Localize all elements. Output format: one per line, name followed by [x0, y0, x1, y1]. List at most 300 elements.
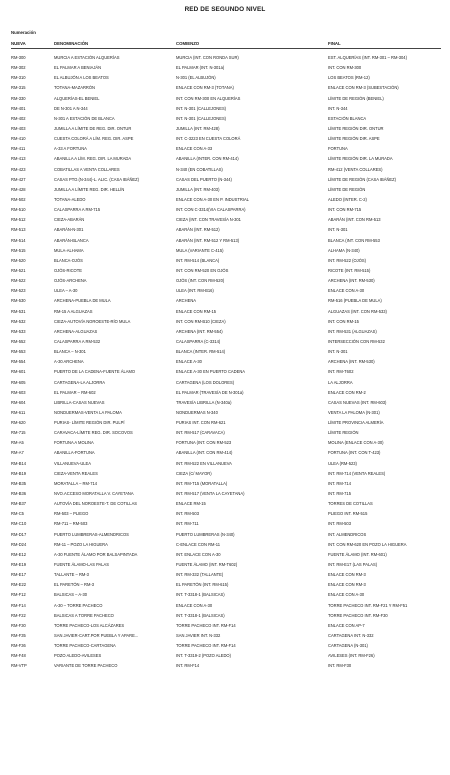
table-row	[11, 613, 441, 623]
table-row	[11, 592, 441, 602]
cell-nueva: RM-402	[11, 115, 26, 121]
cell-nueva: RM-514	[11, 237, 26, 243]
cell-final: LÍMITE PROVINCIA ALMERÍA	[328, 420, 384, 426]
cell-denominacion: LIBRILLA-CASAS NUEVAS	[54, 399, 105, 405]
cell-nueva: RM-300	[11, 55, 26, 60]
header-comienzo: COMIENZO	[176, 41, 200, 46]
cell-denominacion: JUMILLA A LÍMITE DE REG. DIR. ONTUR	[54, 125, 132, 131]
cell-denominacion: RM-11 – POZO LA HIGUERA	[54, 541, 108, 547]
cell-final: LÍMITE DE REGIÓN (BENIEL)	[328, 95, 384, 101]
cell-final: LA ALJORRA	[328, 379, 353, 385]
cell-comienzo: INT. RM-F14	[176, 663, 200, 669]
cell-comienzo: CARTAGENA (LOS DOLORES)	[176, 379, 235, 385]
cell-nueva: RM-F35	[11, 633, 26, 639]
cell-comienzo: INT. T-3318-1 (BALSICAS)	[176, 612, 225, 618]
cell-comienzo: ENLACE CON RM-3 (TOTANA)	[176, 85, 234, 91]
cell-comienzo: JUMILLA (INT. RM-403)	[176, 186, 220, 192]
table-row	[11, 430, 441, 440]
cell-nueva: RM-330	[11, 95, 26, 101]
cell-denominacion: JUMILLA A LÍMITE REG. DIR. HELLÍN	[54, 186, 125, 192]
cell-denominacion: NVO.ACCESO MORATALLA V. CAYETANA	[54, 491, 134, 497]
cell-final: LÍMITE DE REGIÓN (CASA IBÁÑEZ)	[328, 176, 397, 182]
cell-final: ENLACE CON A-30	[328, 288, 365, 294]
cell-denominacion: ABANILLA A LÍM. REG. DIR. LA MURADA	[54, 156, 132, 162]
cell-final: INT. RM-F30	[328, 663, 352, 669]
table-row	[11, 501, 441, 511]
cell-final: INT. RM-714 (VENTA REALES)	[328, 470, 386, 476]
table-row	[11, 146, 441, 156]
cell-final: RICOTE (INT. RM-515)	[328, 267, 371, 273]
table-row	[11, 136, 441, 146]
cell-final: RM-412 (VENTA COLLARES)	[328, 166, 383, 172]
cell-final: FORTUNA (INT. CON T-423)	[328, 450, 381, 456]
table-header	[11, 41, 441, 47]
cell-comienzo: C-ENLACE CON RM-11	[176, 541, 221, 547]
cell-comienzo: ABARÁN (INT. RM-512 Y RM-513)	[176, 237, 240, 243]
cell-final: ENLACE CON RM-3 (SUBESTACIÓN)	[328, 85, 399, 91]
cell-comienzo: OJÓS (INT. CON RM-520)	[176, 278, 225, 284]
cell-comienzo: INT. RM-517 (VENTA LA CAYETANA)	[176, 491, 245, 497]
cell-denominacion: ABANILLA-FORTUNA	[54, 450, 95, 456]
cell-comienzo: CALASPARRA (C-3314)	[176, 338, 221, 344]
cell-comienzo: FORTUNA (INT. CON RM-523	[176, 440, 232, 446]
cell-nueva: RM-532	[11, 318, 26, 324]
table-row	[11, 167, 441, 177]
table-row	[11, 96, 441, 106]
table-body	[11, 55, 441, 674]
table-row	[11, 420, 441, 430]
table-row	[11, 329, 441, 339]
cell-nueva: RM-427	[11, 176, 26, 182]
cell-final: CARTAGENA (N-301)	[328, 643, 368, 649]
cell-final: TORRE PACHECO INT. RM-F21 Y RM-F51	[328, 602, 408, 608]
cell-nueva: RM-403	[11, 125, 26, 131]
cell-denominacion: RM-15 A ALGUAZAS	[54, 308, 93, 314]
table-row	[11, 410, 441, 420]
cell-denominacion: TALLANTE – RM-3	[54, 572, 89, 578]
cell-nueva: RM-315	[11, 85, 26, 91]
cell-final: PLIEGO INT. RM-515	[328, 511, 368, 517]
cell-denominacion: BLANCA – N-301	[54, 349, 86, 355]
cell-final: INT. RM-E17 (LAS PALAS)	[328, 562, 378, 568]
cell-comienzo: ABANILLA (INT. CON RM-414)	[176, 450, 233, 456]
cell-denominacion: CARTAGENA-LA ALJORRA	[54, 379, 106, 385]
cell-nueva: RM-F14	[11, 602, 26, 608]
cell-comienzo: ENLACE CON A-33	[176, 146, 213, 152]
cell-final: ALHAMA (N-340)	[328, 247, 360, 253]
cell-denominacion: COBATILLAS A VENTA COLLARES	[54, 166, 120, 172]
cell-denominacion: TOTANA-MAZARRÓN	[54, 85, 96, 91]
cell-final: ULEA (RM-523)	[328, 460, 357, 466]
table-row	[11, 288, 441, 298]
cell-nueva: RM-520	[11, 257, 26, 263]
table-row	[11, 603, 441, 613]
cell-final: INT. RM-715	[328, 491, 351, 497]
table-row	[11, 319, 441, 329]
cell-comienzo: TORRE PACHECO INT. RM-F14	[176, 622, 236, 628]
table-row	[11, 572, 441, 582]
table-row	[11, 106, 441, 116]
cell-comienzo: INT. RM-503	[176, 511, 199, 517]
cell-nueva: RM-515	[11, 247, 26, 253]
cell-nueva: RM-604	[11, 399, 26, 405]
cell-nueva: RM-D24	[11, 541, 27, 547]
cell-nueva: RM-302	[11, 65, 26, 71]
cell-nueva: RM-E22	[11, 582, 27, 588]
cell-comienzo: ARCHENA	[176, 298, 197, 304]
cell-denominacion: EL PARETÓN – RM-3	[54, 582, 95, 588]
cell-comienzo: EL PALMAR (INT. N-301a)	[176, 65, 225, 71]
cell-comienzo: N-301 (EL ALBUJÓN)	[176, 75, 216, 81]
cell-comienzo: INT. CON RM-B10 (CIEZA)	[176, 318, 226, 324]
cell-nueva: RM-C10	[11, 521, 27, 527]
table-row	[11, 248, 441, 258]
table-row	[11, 339, 441, 349]
table-row	[11, 562, 441, 572]
cell-denominacion: MURCIA A ESTACIÓN ALQUERÍAS	[54, 55, 120, 60]
cell-final: BLANCA (INT. CON RM-553	[328, 237, 380, 243]
cell-denominacion: EL PALMAR – RM-602	[54, 389, 96, 395]
cell-denominacion: A-30 FUENTE ÁLAMO POR BALSAPINTADA	[54, 551, 138, 557]
cell-final: INT. RM-531 (ALGUAZAS)	[328, 328, 377, 334]
table-row	[11, 582, 441, 592]
table-row	[11, 633, 441, 643]
cell-comienzo: INT. CON RM-300 EN ALQUERÍAS	[176, 95, 241, 101]
cell-nueva: RM-512	[11, 217, 26, 223]
cell-denominacion: AUTOVÍA DEL NOROESTE-T. DE COTILLAS	[54, 501, 138, 507]
cell-final: ENLACE CON AP-7	[328, 622, 365, 628]
cell-nueva: RM-423	[11, 166, 26, 172]
cell-comienzo: MULA (VARIANTE C-415)	[176, 247, 224, 253]
cell-denominacion: TORRE PACHECO-CARTAGENA	[54, 643, 116, 649]
cell-denominacion: FUENTE ÁLAMO-LAS PALAS	[54, 562, 109, 568]
cell-denominacion: EL ALBUJÓN A LOS BEATOS	[54, 75, 109, 81]
table-row	[11, 227, 441, 237]
cell-denominacion: OJÓS-ARCHENA	[54, 278, 87, 284]
page-title: RED DE SEGUNDO NIVEL	[184, 6, 266, 13]
cell-denominacion: PUERTO LUMBRERAS-ALMENDRICOS	[54, 531, 129, 537]
cell-denominacion: TORRE PACHECO-LOS ALCÁZARES	[54, 622, 125, 628]
cell-nueva: RM-E12	[11, 551, 27, 557]
cell-nueva: RM-601	[11, 369, 26, 375]
cell-final: ENLACE CON A-30	[328, 592, 365, 598]
table-row	[11, 278, 441, 288]
cell-comienzo: BLANCA (INTER. RM-514)	[176, 349, 226, 355]
cell-nueva: RM-411	[11, 146, 26, 152]
section-label: Numeración	[11, 30, 36, 35]
cell-denominacion: ALQUERÍAS-EL BENIEL	[54, 95, 100, 101]
cell-nueva: RM-F48	[11, 653, 26, 659]
cell-nueva: RM-428	[11, 186, 26, 192]
cell-comienzo: INT. RM-332 (TALLANTE)	[176, 572, 224, 578]
table-row	[11, 481, 441, 491]
cell-denominacion: SAN JAVIER-CART.POR PUEBLA Y APARE...	[54, 633, 139, 639]
cell-nueva: RM-F36	[11, 643, 26, 649]
cell-comienzo: INT. N-301 (CALLEJONES)	[176, 105, 227, 111]
header-denominacion: DENOMINACIÓN	[54, 41, 89, 46]
table-row	[11, 258, 441, 268]
table-row	[11, 207, 441, 217]
table-row	[11, 491, 441, 501]
cell-nueva: RM-F30	[11, 622, 26, 628]
cell-final: ESTACIÓN BLANCA	[328, 115, 367, 121]
cell-final: TORRES DE COTILLAS	[328, 501, 373, 507]
cell-final: ALGUAZAS (INT. CON RM-533)	[328, 308, 387, 314]
cell-denominacion: CALASPARRA A RM-532	[54, 338, 101, 344]
cell-nueva: RM-410	[11, 136, 26, 142]
cell-comienzo: ULEA (INT. RM-B16)	[176, 288, 214, 294]
cell-nueva: RM-A7	[11, 450, 24, 456]
cell-comienzo: ABARÁN (INT. RM-512)	[176, 227, 220, 233]
table-row	[11, 55, 441, 65]
cell-comienzo: CASAS DEL PUERTO (N-344)	[176, 176, 232, 182]
cell-denominacion: ULEA – A-30	[54, 288, 78, 294]
cell-comienzo: TORRE PACHECO INT. RM-F14	[176, 643, 236, 649]
cell-final: LÍMITE REGIÓN	[328, 430, 359, 436]
cell-nueva: RM-533	[11, 328, 26, 334]
table-row	[11, 532, 441, 542]
cell-final: INT. CON RM-620 EN POZO LA HIGUERA	[328, 541, 407, 547]
cell-comienzo: TRAVESÍA LIBRILLA (N-340a)	[176, 399, 232, 405]
cell-nueva: RM-502	[11, 196, 26, 202]
cell-final: INTERSECCIÓN CON RM-532	[328, 338, 385, 344]
cell-nueva: RM-611	[11, 409, 26, 415]
table-row	[11, 521, 441, 531]
cell-comienzo: INT. CON C-3314(VIA CALASPARRA)	[176, 207, 246, 213]
cell-nueva: RM-B35	[11, 480, 27, 486]
cell-denominacion: POZO ALEDO-AVILESES	[54, 653, 102, 659]
table-row	[11, 126, 441, 136]
cell-denominacion: MORATALLA – RM-714	[54, 480, 98, 486]
cell-denominacion: CALASPARRA A RM-715	[54, 207, 101, 213]
table-row	[11, 177, 441, 187]
cell-nueva: RM-531	[11, 308, 26, 314]
table-row	[11, 400, 441, 410]
cell-denominacion: TOTANA-ALEDO	[54, 196, 86, 202]
cell-denominacion: ARCHENA-PUEBLA DE MULA	[54, 298, 111, 304]
cell-final: ARCHENA (INT. RM-530)	[328, 278, 375, 284]
cell-final: ALEDO (INTER. C-2)	[328, 196, 367, 202]
cell-comienzo: ABANILLA (INTER. CON RM-414)	[176, 156, 239, 162]
cell-final: LÍMITE DE REGIÓN	[328, 186, 366, 192]
table-row	[11, 390, 441, 400]
table-row	[11, 187, 441, 197]
cell-denominacion: ARCHENA-ALGUAZAS	[54, 328, 98, 334]
cell-nueva: RM-620	[11, 420, 26, 426]
cell-final: ABARÁN (INT. CON RM-513	[328, 217, 381, 223]
cell-comienzo: INT. T-3318-1 (BALSICAS)	[176, 592, 225, 598]
cell-nueva: RM-E17	[11, 572, 27, 578]
cell-denominacion: N-301 A ESTACIÓN DE BLANCA	[54, 115, 115, 121]
cell-nueva: RM-553	[11, 349, 26, 355]
table-row	[11, 75, 441, 85]
cell-comienzo: SAN JAVIER INT. N-332	[176, 633, 221, 639]
cell-denominacion: PUERTO DE LA CADENA-FUENTE ÁLAMO	[54, 369, 136, 375]
cell-denominacion: A-30 ARCHENA	[54, 359, 84, 365]
table-row	[11, 309, 441, 319]
header-final: FINAL	[328, 41, 341, 46]
cell-final: INT. RM-714	[328, 480, 351, 486]
cell-comienzo: ENLACE A-30 EN PUERTO CADENA	[176, 369, 246, 375]
cell-denominacion: CIEZA-AUTOVÍA NOROESTE-RÍO MULA	[54, 318, 131, 324]
cell-comienzo: INT. RM-711	[176, 521, 199, 527]
cell-comienzo: INT. ENLACE CON A-30	[176, 551, 221, 557]
table-row	[11, 116, 441, 126]
cell-denominacion: MULA-ALHAMA	[54, 247, 84, 253]
cell-final: LOS BEATOS (RM-12)	[328, 75, 370, 81]
table-row	[11, 623, 441, 633]
cell-comienzo: INT. N-301 (CALLEJONES)	[176, 115, 227, 121]
cell-nueva: RM-715	[11, 430, 26, 436]
table-row	[11, 380, 441, 390]
table-row	[11, 197, 441, 207]
table-row	[11, 349, 441, 359]
cell-denominacion: RM-503 – PLIEGO	[54, 511, 89, 517]
cell-comienzo: NONDUERMAS N-340	[176, 409, 218, 415]
cell-nueva: RM-530	[11, 298, 26, 304]
table-row	[11, 238, 441, 248]
cell-comienzo: EL PALMAR (TRAVESÍA DE N-301a)	[176, 389, 244, 395]
cell-final: ARCHENA (INT. RM-530)	[328, 359, 375, 365]
cell-denominacion: A-30 – TORRE PACHECO	[54, 602, 103, 608]
cell-denominacion: BLANCA-OJÓS	[54, 257, 83, 263]
cell-nueva: RM-F22	[11, 612, 26, 618]
cell-nueva: RM-B14	[11, 460, 27, 466]
cell-comienzo: INT. RM-514 (BLANCA)	[176, 257, 220, 263]
cell-final: ENLACE CON RM-3	[328, 582, 366, 588]
cell-final: FORTUNA	[328, 146, 348, 152]
table-row	[11, 268, 441, 278]
table-row	[11, 298, 441, 308]
cell-comienzo: ENLACE CON RM-15	[176, 308, 217, 314]
cell-nueva: RM-522	[11, 278, 26, 284]
table-row	[11, 653, 441, 663]
cell-final: INT. CON RM-300	[328, 65, 362, 71]
table-row	[11, 440, 441, 450]
cell-comienzo: ENLACE CON A-30 EN P. INDUSTRIAL	[176, 196, 249, 202]
table-row	[11, 643, 441, 653]
cell-nueva: RM-B36	[11, 491, 27, 497]
cell-nueva: RM-B37	[11, 501, 27, 507]
cell-denominacion: CARAVACA-LÍMITE REG. DIR. SOCOVOS	[54, 430, 133, 436]
table-row	[11, 552, 441, 562]
cell-nueva: RM-D17	[11, 531, 27, 537]
cell-final: CARTAGENA INT. N-332	[328, 633, 374, 639]
cell-denominacion: RM-711 – RM-503	[54, 521, 88, 527]
cell-denominacion: NONDUERMAS-VENTA LA PALOMA	[54, 409, 122, 415]
cell-final: INT. RM-T602	[328, 369, 354, 375]
cell-denominacion: A-33 A FORTUNA	[54, 146, 87, 152]
cell-nueva: RM-554	[11, 359, 26, 365]
cell-nueva: RM-E19	[11, 562, 27, 568]
cell-nueva: RM-413	[11, 156, 26, 162]
cell-nueva: RM-VTP	[11, 663, 27, 669]
cell-denominacion: BALSICAS A TORRE PACHECO	[54, 612, 114, 618]
table-row	[11, 359, 441, 369]
cell-comienzo: INT. RM-517 (CARAVACA)	[176, 430, 225, 436]
table-row	[11, 85, 441, 95]
cell-nueva: RM-401	[11, 105, 26, 111]
table-row	[11, 156, 441, 166]
cell-final: INT. N-301	[328, 349, 348, 355]
cell-final: ENLACE CON RM-2	[328, 389, 366, 395]
cell-final: LÍMITE REGIÓN DIR. LA MURADA	[328, 156, 393, 162]
cell-final: INT. ALMENDRICOS	[328, 531, 367, 537]
cell-denominacion: CIEZA-ABARÁN	[54, 217, 85, 223]
cell-comienzo: ENLACE CON A-30	[176, 602, 213, 608]
cell-denominacion: CIEZA-VENTA REALES	[54, 470, 98, 476]
cell-final: AVILESES (INT. RM-F26)	[328, 653, 375, 659]
cell-denominacion: ABARÁN-BLANCA	[54, 237, 89, 243]
cell-comienzo: EL PARETÓN (INT. RM-615)	[176, 582, 229, 588]
cell-final: CASAS NUEVAS (INT. RM-603)	[328, 399, 387, 405]
cell-denominacion: CUESTA COLORÁ A LÍM. REG. DIR. ASPE	[54, 136, 134, 142]
table-row	[11, 471, 441, 481]
cell-final: ENLACE CON RM-3	[328, 572, 366, 578]
cell-final: TORRE PACHECO INT. RM-F30	[328, 612, 388, 618]
table-row	[11, 511, 441, 521]
header-rule	[11, 48, 441, 49]
cell-nueva: RM-510	[11, 207, 26, 213]
cell-nueva: RM-310	[11, 75, 26, 81]
cell-final: VENTA LA PALOMA (N-301)	[328, 409, 380, 415]
cell-nueva: RM-B19	[11, 470, 27, 476]
cell-final: FUENTE ÁLAMO (INT. RM-601)	[328, 551, 387, 557]
cell-comienzo: ENLACE RM-15	[176, 501, 206, 507]
table-row	[11, 461, 441, 471]
cell-final: EST. ALQUERÍAS (INT. RM-301 – RM-304)	[328, 55, 407, 60]
cell-comienzo: INT. RM-T15 (MORATALLA)	[176, 480, 228, 486]
cell-nueva: RM-F12	[11, 592, 26, 598]
cell-final: INT. N-344	[328, 105, 348, 111]
cell-final: LÍMITE REGIÓN DIR. ONTUR	[328, 125, 384, 131]
cell-nueva: RM-552	[11, 338, 26, 344]
cell-nueva: RM-521	[11, 267, 26, 273]
cell-nueva: RM-523	[11, 288, 26, 294]
cell-comienzo: INT. CON RM-520 EN OJÓS	[176, 267, 229, 273]
cell-denominacion: DE N-301 A N-344	[54, 105, 88, 111]
cell-denominacion: FORTUNA A MOLINA	[54, 440, 94, 446]
cell-final: INT. CON RM-715	[328, 207, 362, 213]
cell-comienzo: CIEZA (INT. CON TRAVESÍA N-301	[176, 217, 241, 223]
cell-nueva: RM-513	[11, 227, 26, 233]
cell-comienzo: INT. C-3223 EN CUESTA COLORÁ	[176, 136, 241, 142]
table-row	[11, 663, 441, 673]
cell-comienzo: FUENTE ÁLAMO (INT. RM-T602)	[176, 562, 238, 568]
cell-comienzo: ENLACE A-30	[176, 359, 202, 365]
cell-nueva: RM-C5	[11, 511, 24, 517]
cell-final: RM-516 (PUEBLA DE MULA)	[328, 298, 382, 304]
cell-comienzo: INT. RM-522 EN VILLANUEVA	[176, 460, 232, 466]
cell-comienzo: INT. T-3319-2 (POZO ALEDO)	[176, 653, 231, 659]
cell-final: MOLINA (ENLACE CON A-30)	[328, 440, 384, 446]
cell-comienzo: PURIAS INT. CON RM-621	[176, 420, 226, 426]
cell-final: INT. CON RM-15	[328, 318, 359, 324]
cell-comienzo: PUERTO LUMBRERAS (N-340)	[176, 531, 235, 537]
cell-denominacion: BALSICAS – A-30	[54, 592, 87, 598]
cell-final: LÍMITE REGIÓN DIR. ASPE	[328, 136, 380, 142]
cell-nueva: RM-605	[11, 379, 26, 385]
header-nueva: NUEVA	[11, 41, 26, 46]
cell-denominacion: PURIAS- LÍMITE REGIÓN DIR. PULPÍ	[54, 420, 125, 426]
cell-comienzo: JUMILLA (INT. RM-428)	[176, 125, 220, 131]
cell-comienzo: N-340 (EN COBATILLAS)	[176, 166, 223, 172]
cell-nueva: RM-603	[11, 389, 26, 395]
cell-denominacion: EL PALMAR A BENIAJÁN	[54, 65, 102, 71]
cell-denominacion: VARIANTE DE TORRE PACHECO	[54, 663, 118, 669]
cell-final: INT. N-301	[328, 227, 348, 233]
cell-comienzo: MURCIA (INT. CON RONDA SUR)	[176, 55, 239, 60]
